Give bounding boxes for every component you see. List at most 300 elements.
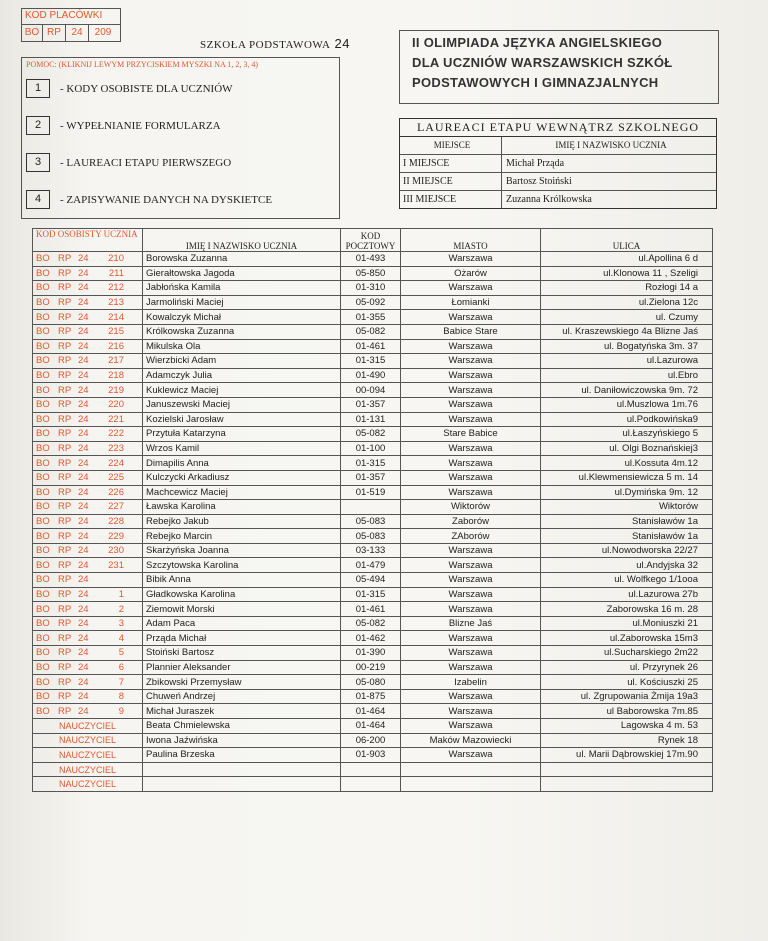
postal-code[interactable]: 01-357 [341,397,401,412]
student-name[interactable]: Prząda Michał [143,631,341,646]
city[interactable]: Zaborów [401,514,541,529]
student-name[interactable]: Borowska Zuzanna [143,252,341,267]
help-item-1[interactable] [26,79,233,98]
street[interactable]: ul.Andyjska 32 [541,558,713,573]
help-item-2[interactable] [26,116,221,135]
postal-code[interactable]: 05-080 [341,675,401,690]
student-name[interactable] [143,762,341,777]
student-name[interactable]: Paulina Brzeska [143,748,341,763]
city[interactable]: Warszawa [401,354,541,369]
code-part: RP [58,588,72,600]
code-part: BO [36,457,50,469]
code-part: RP [58,355,72,367]
city[interactable]: Izabelin [401,675,541,690]
street[interactable]: ul. Daniłowiczowska 9m. 72 [541,383,713,398]
student-row [33,441,713,456]
postal-code[interactable]: 01-464 [341,719,401,734]
postal-code[interactable]: 05-092 [341,295,401,310]
student-row [33,514,713,529]
street[interactable]: ul.Kossuta 4m.12 [541,456,713,471]
city[interactable]: Warszawa [401,646,541,661]
code-part: RP [58,457,72,469]
code-part: BO [36,428,50,440]
code-part: 225 [108,472,124,484]
street-column-header: ULICA [541,229,713,252]
code-part: 5 [118,647,124,659]
code-part: 1 [118,588,124,600]
code-part: RP [58,472,72,484]
teacher-label: NAUCZYCIEL [33,719,143,734]
student-code[interactable] [33,689,143,704]
city[interactable]: Warszawa [401,456,541,471]
code-part: 220 [108,399,124,411]
street[interactable] [541,762,713,777]
postal-code[interactable]: 00-094 [341,383,401,398]
street[interactable]: ul. Olgi Boznańskiej3 [541,441,713,456]
street[interactable]: ul.Sucharskiego 2m22 [541,646,713,661]
code-part: 8 [118,691,124,703]
student-code[interactable] [33,324,143,339]
street[interactable]: Rynek 18 [541,733,713,748]
student-code[interactable] [33,529,143,544]
code-part: 2 [118,603,124,615]
code-part: BO [36,588,50,600]
code-part: RP [58,574,72,586]
student-code[interactable] [33,631,143,646]
postal-code[interactable]: 01-490 [341,368,401,383]
code-part: 24 [78,647,89,659]
kod-placowki-box [21,8,121,42]
code-part: 24 [78,559,89,571]
city[interactable]: Łomianki [401,295,541,310]
student-code[interactable] [33,397,143,412]
student-code[interactable] [33,485,143,500]
student-code[interactable] [33,646,143,661]
city[interactable]: Ożarów [401,266,541,281]
student-name[interactable]: Wrzos Kamil [143,441,341,456]
city[interactable]: Warszawa [401,748,541,763]
student-code[interactable] [33,295,143,310]
code-part: 24 [78,661,89,673]
help-number-button[interactable]: 2 [26,116,50,135]
postal-code[interactable]: 01-355 [341,310,401,325]
postal-code[interactable]: 03-133 [341,543,401,558]
city[interactable]: Babice Stare [401,324,541,339]
student-code[interactable] [33,616,143,631]
student-row [33,368,713,383]
street[interactable]: ul.Zaborowska 15m3 [541,631,713,646]
city[interactable]: Warszawa [401,660,541,675]
city[interactable]: Warszawa [401,383,541,398]
student-name[interactable]: Kowalczyk Michał [143,310,341,325]
postal-code[interactable] [341,762,401,777]
postal-code[interactable]: 01-315 [341,354,401,369]
code-part: 24 [78,413,89,425]
student-row [33,602,713,617]
code-part: RP [58,530,72,542]
student-name[interactable]: Przytuła Katarzyna [143,427,341,442]
code-part: 24 [78,530,89,542]
street[interactable]: ul Baborowska 7m.85 [541,704,713,719]
city[interactable]: Blizne Jaś [401,616,541,631]
street[interactable]: ul.Zielona 12c [541,295,713,310]
postal-code[interactable]: 05-082 [341,324,401,339]
street[interactable]: Wiktorów [541,500,713,515]
student-code[interactable] [33,310,143,325]
postal-code[interactable]: 05-494 [341,573,401,588]
postal-code[interactable]: 05-082 [341,427,401,442]
code-part: RP [58,603,72,615]
laureates-table [399,118,717,209]
city[interactable]: Warszawa [401,602,541,617]
student-code[interactable] [33,281,143,296]
student-name[interactable]: Dimapilis Anna [143,456,341,471]
street[interactable]: Zaborowska 16 m. 28 [541,602,713,617]
student-row [33,310,713,325]
postal-code[interactable]: 06-200 [341,733,401,748]
student-code[interactable] [33,383,143,398]
help-number-button[interactable]: 1 [26,79,50,98]
postal-code[interactable] [341,777,401,792]
code-part: 24 [78,399,89,411]
code-part: BO [36,311,50,323]
code-part: BO [36,647,50,659]
city[interactable]: Warszawa [401,573,541,588]
street[interactable]: ul.Lazurowa [541,354,713,369]
code-part: 218 [108,370,124,382]
city[interactable]: ZAborów [401,529,541,544]
code-part: 24 [78,384,89,396]
student-code[interactable] [33,500,143,515]
postal-code[interactable]: 01-100 [341,441,401,456]
student-code[interactable] [33,470,143,485]
code-part: BO [36,399,50,411]
code-part: 24 [78,691,89,703]
code-part: BO [36,486,50,498]
street[interactable]: ul.Lazurowa 27b [541,587,713,602]
code-part: BO [36,501,50,513]
street[interactable]: ul.Klewmensiewicza 5 m. 14 [541,470,713,485]
code-part: 24 [78,443,89,455]
student-code[interactable] [33,441,143,456]
olympiad-line: II OLIMPIADA JĘZYKA ANGIELSKIEGO [412,35,663,50]
code-part: RP [58,413,72,425]
student-name[interactable]: Bibik Anna [143,573,341,588]
code-part: 9 [118,705,124,717]
city[interactable]: Warszawa [401,368,541,383]
student-name[interactable]: Jabłońska Kamila [143,281,341,296]
teacher-row [33,719,713,734]
city[interactable]: Maków Mazowiecki [401,733,541,748]
city-column-header: MIASTO [401,229,541,252]
street[interactable]: Lagowska 4 m. 53 [541,719,713,734]
code-part: 24 [78,253,89,265]
student-code[interactable] [33,602,143,617]
student-row [33,456,713,471]
teacher-row [33,777,713,792]
code-part: 24 [78,676,89,688]
student-name[interactable]: Królkowska Zuzanna [143,324,341,339]
student-code[interactable] [33,558,143,573]
olympiad-title-box [399,30,719,104]
code-part: BO [36,632,50,644]
street[interactable]: ul. Czumy [541,310,713,325]
code-part: 217 [108,355,124,367]
student-name[interactable]: Stoiński Bartosz [143,646,341,661]
laureate-row [400,155,716,173]
student-name[interactable]: Beata Chmielewska [143,719,341,734]
street[interactable]: Rozłogi 14 a [541,281,713,296]
code-part: BO [36,384,50,396]
city[interactable]: Stare Babice [401,427,541,442]
student-code[interactable] [33,427,143,442]
student-code[interactable] [33,456,143,471]
city[interactable]: Wiktorów [401,500,541,515]
student-name[interactable] [143,777,341,792]
street[interactable]: ul. Przyrynek 26 [541,660,713,675]
city[interactable]: Warszawa [401,470,541,485]
postal-code[interactable] [341,500,401,515]
street[interactable]: ul.Klonowa 11 , Szeligi [541,266,713,281]
student-name[interactable]: Januszewski Maciej [143,397,341,412]
city[interactable]: Warszawa [401,689,541,704]
student-name[interactable]: Wierzbicki Adam [143,354,341,369]
name-column-header: IMIĘ I NAZWISKO UCZNIA [143,229,341,252]
code-part: 24 [78,457,89,469]
student-name[interactable]: Rebejko Jakub [143,514,341,529]
street[interactable]: ul. Bogatyńska 3m. 37 [541,339,713,354]
city[interactable]: Warszawa [401,281,541,296]
code-part: 24 [78,472,89,484]
student-row [33,324,713,339]
street[interactable]: ul.Moniuszki 21 [541,616,713,631]
code-part: RP [58,282,72,294]
code-part: RP [58,370,72,382]
code-part: 226 [108,486,124,498]
city[interactable]: Warszawa [401,397,541,412]
postal-code[interactable]: 01-461 [341,339,401,354]
laureate-name[interactable]: Zuzanna Królkowska [506,194,592,205]
postal-code[interactable]: 01-875 [341,689,401,704]
student-row [33,470,713,485]
postal-code[interactable]: 01-462 [341,631,401,646]
city[interactable]: Warszawa [401,543,541,558]
street[interactable]: ul. Wolfkego 1/1ooa [541,573,713,588]
code-part: 24 [78,501,89,513]
code-part: BO [36,326,50,338]
student-row [33,646,713,661]
code-part: BO [36,603,50,615]
code-part: RP [58,443,72,455]
student-code[interactable] [33,339,143,354]
postal-code[interactable]: 05-082 [341,616,401,631]
city[interactable]: Warszawa [401,558,541,573]
city[interactable]: Warszawa [401,704,541,719]
postal-code[interactable]: 05-850 [341,266,401,281]
code-part: 24 [78,355,89,367]
code-part: RP [58,647,72,659]
postal-code[interactable]: 01-464 [341,704,401,719]
student-row [33,412,713,427]
code-part: BO [36,297,50,309]
street[interactable]: ul. Marii Dąbrowskiej 17m.90 [541,748,713,763]
student-name[interactable]: Kozielski Jarosław [143,412,341,427]
city[interactable]: Warszawa [401,412,541,427]
postal-code[interactable]: 01-903 [341,748,401,763]
street[interactable]: ul. Kościuszki 25 [541,675,713,690]
student-name[interactable]: Chuweń Andrzej [143,689,341,704]
help-number-button[interactable]: 4 [26,190,50,209]
city[interactable]: Warszawa [401,587,541,602]
code-part: BO [36,443,50,455]
student-code[interactable] [33,252,143,267]
student-name[interactable]: Plannier Aleksander [143,660,341,675]
kod-cell: 24 [66,25,89,41]
postal-code[interactable]: 01-315 [341,456,401,471]
student-name[interactable]: Ławska Karolina [143,500,341,515]
city[interactable]: Warszawa [401,441,541,456]
code-part: BO [36,340,50,352]
postal-code[interactable]: 05-083 [341,514,401,529]
student-name[interactable]: Adam Paca [143,616,341,631]
student-code[interactable] [33,354,143,369]
postal-code[interactable]: 01-131 [341,412,401,427]
student-name[interactable]: Gierałtowska Jagoda [143,266,341,281]
student-code[interactable] [33,368,143,383]
code-part: RP [58,340,72,352]
street[interactable]: Stanisławów 1a [541,514,713,529]
code-part: RP [58,559,72,571]
code-part: RP [58,661,72,673]
city[interactable]: Warszawa [401,485,541,500]
street[interactable] [541,777,713,792]
help-item-label: - ZAPISYWANIE DANYCH NA DYSKIETCE [60,193,273,206]
student-name[interactable]: Zbikowski Przemysław [143,675,341,690]
help-item-4[interactable] [26,190,272,209]
student-code[interactable] [33,587,143,602]
student-code[interactable] [33,573,143,588]
code-part: BO [36,574,50,586]
student-name[interactable]: Michał Juraszek [143,704,341,719]
street[interactable]: ul.Nowodworska 22/27 [541,543,713,558]
street[interactable]: ul. Kraszewskiego 4a Blizne Jaś [541,324,713,339]
code-part: 24 [78,282,89,294]
student-name[interactable]: Iwona Jaźwińska [143,733,341,748]
student-name[interactable]: Jarmoliński Maciej [143,295,341,310]
student-name[interactable]: Ziemowit Morski [143,602,341,617]
student-name[interactable]: Adamczyk Julia [143,368,341,383]
code-part: 24 [78,326,89,338]
code-part: RP [58,384,72,396]
code-part: RP [58,297,72,309]
code-part: 24 [78,545,89,557]
code-part: 230 [108,545,124,557]
code-part: RP [58,501,72,513]
student-name[interactable]: Rebejko Marcin [143,529,341,544]
student-name[interactable]: Gładkowska Karolina [143,587,341,602]
postal-code[interactable]: 01-310 [341,281,401,296]
student-name[interactable]: Kulczycki Arkadiusz [143,470,341,485]
student-code[interactable] [33,660,143,675]
teacher-label: NAUCZYCIEL [33,777,143,792]
student-row [33,397,713,412]
postal-code[interactable]: 01-315 [341,587,401,602]
code-part: BO [36,515,50,527]
street[interactable]: ul.Dymińska 9m. 12 [541,485,713,500]
code-part: 24 [78,428,89,440]
city[interactable]: Warszawa [401,252,541,267]
code-part: RP [58,676,72,688]
street[interactable]: Stanisławów 1a [541,529,713,544]
code-part: 222 [108,428,124,440]
student-code[interactable] [33,543,143,558]
code-part: 216 [108,340,124,352]
code-part: RP [58,545,72,557]
help-number-button[interactable]: 3 [26,153,50,172]
student-name[interactable]: Machcewicz Maciej [143,485,341,500]
code-part: 227 [108,501,124,513]
city[interactable] [401,777,541,792]
laureate-place: II MIEJSCE [400,173,502,190]
city[interactable]: Warszawa [401,310,541,325]
street[interactable]: ul.Muszlowa 1m.76 [541,397,713,412]
student-name[interactable]: Mikulska Ola [143,339,341,354]
postal-code[interactable]: 01-493 [341,252,401,267]
city[interactable]: Warszawa [401,719,541,734]
street[interactable]: ul.Łaszyńskiego 5 [541,427,713,442]
laureate-name[interactable]: Bartosz Stoiński [506,176,572,187]
student-row [33,252,713,267]
student-code[interactable] [33,266,143,281]
city[interactable]: Warszawa [401,631,541,646]
city[interactable] [401,762,541,777]
student-name[interactable]: Szczytowska Karolina [143,558,341,573]
student-code[interactable] [33,675,143,690]
postal-code[interactable]: 01-357 [341,470,401,485]
code-part: 221 [108,413,124,425]
postal-code[interactable]: 01-519 [341,485,401,500]
street[interactable]: ul.Apollina 6 d [541,252,713,267]
street[interactable]: ul.Podkowińska9 [541,412,713,427]
postal-code[interactable]: 00-219 [341,660,401,675]
code-part: 24 [78,267,89,279]
city[interactable]: Warszawa [401,339,541,354]
student-name[interactable]: Kuklewicz Maciej [143,383,341,398]
student-row [33,427,713,442]
student-code[interactable] [33,412,143,427]
code-part: 7 [118,676,124,688]
school-label: SZKOŁA PODSTAWOWA [200,39,331,51]
student-row [33,354,713,369]
code-part: RP [58,326,72,338]
postal-code[interactable]: 01-479 [341,558,401,573]
code-part: 4 [118,632,124,644]
code-part: 24 [78,311,89,323]
student-code[interactable] [33,514,143,529]
postal-code[interactable]: 01-461 [341,602,401,617]
postal-code[interactable]: 01-390 [341,646,401,661]
help-item-3[interactable] [26,153,231,172]
laureate-name[interactable]: Michał Prząda [506,158,565,169]
code-part: 211 [108,267,124,279]
help-box [21,57,340,219]
student-name[interactable]: Skarżyńska Joanna [143,543,341,558]
street[interactable]: ul. Zgrupowania Żmija 19a3 [541,689,713,704]
teacher-label: NAUCZYCIEL [33,762,143,777]
student-code[interactable] [33,704,143,719]
street[interactable]: ul.Ebro [541,368,713,383]
postal-code[interactable]: 05-083 [341,529,401,544]
